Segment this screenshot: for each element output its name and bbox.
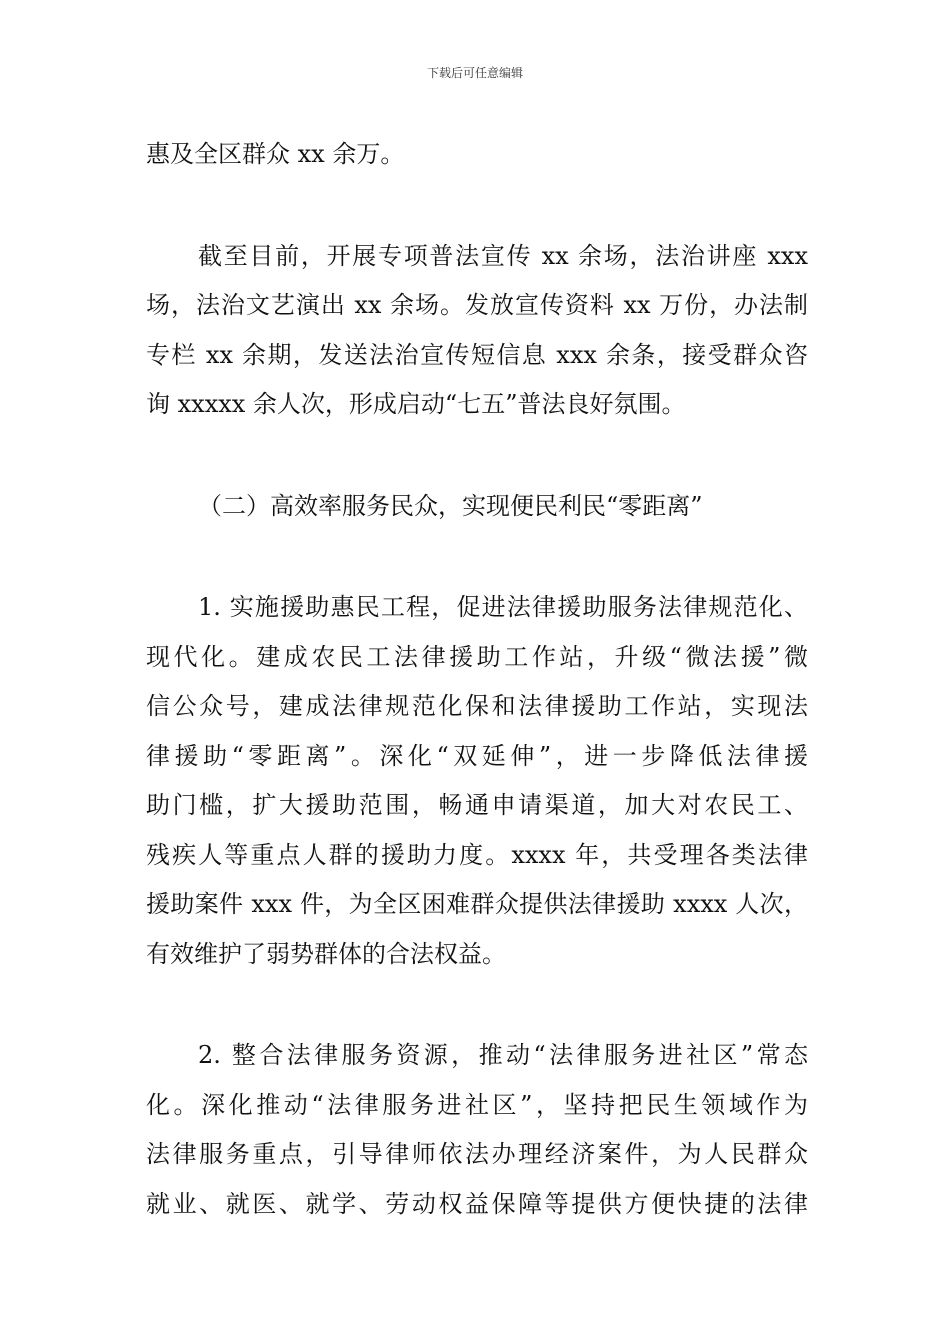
text-line: 有效维护了弱势群体的合法权益。: [146, 939, 506, 968]
paragraph-legal-aid: [146, 583, 808, 979]
section-heading: [146, 482, 808, 532]
text-line: 法律服务重点，引导律师依法办理经济案件，为人民群众: [146, 1140, 808, 1168]
text-line: 截至目前，开展专项普法宣传 xx 余场，法治讲座 xxx: [198, 241, 808, 270]
text-line: 场，法治文艺演出 xx 余场。发放宣传资料 xx 万份，办法制: [146, 291, 808, 319]
paragraph-community-service: [146, 1031, 808, 1229]
paragraph-publicity-stats: [146, 232, 808, 430]
page-header: 下载后可任意编辑: [426, 66, 523, 80]
text-line: 律援助“零距离”。深化“双延伸”，进一步降低法律援: [146, 741, 808, 770]
text-line: 1. 实施援助惠民工程，促进法律援助服务法律规范化、: [198, 593, 808, 621]
text-line: 专栏 xx 余期，发送法治宣传短信息 xxx 余条，接受群众咨: [146, 340, 808, 369]
text-line: 现代化。建成农民工法律援助工作站，升级“微法援”微: [146, 642, 808, 671]
text-line: 残疾人等重点人群的援助力度。xxxx 年，共受理各类法律: [146, 840, 808, 869]
heading-line: （二）高效率服务民众，实现便民利民“零距离”: [198, 491, 703, 520]
paragraph-continuation: [146, 130, 808, 180]
text-line: 援助案件 xxx 件，为全区困难群众提供法律援助 xxxx 人次，: [146, 890, 808, 918]
text-line: 化。深化推动“法律服务进社区”，坚持把民生领域作为: [146, 1090, 808, 1119]
text-line: 2. 整合法律服务资源，推动“法律服务进社区”常态: [198, 1041, 808, 1069]
document-body: [146, 130, 808, 1229]
text-line: 助门槛，扩大援助范围，畅通申请渠道，加大对农民工、: [146, 791, 808, 819]
text-line: 惠及全区群众 xx 余万。: [146, 140, 405, 168]
text-line: 就业、就医、就学、劳动权益保障等提供方便快捷的法律: [146, 1189, 808, 1218]
text-line: 询 xxxxx 余人次，形成启动“七五”普法良好氛围。: [146, 390, 686, 418]
text-line: 信公众号，建成法律规范化保和法律援助工作站，实现法: [146, 692, 808, 720]
